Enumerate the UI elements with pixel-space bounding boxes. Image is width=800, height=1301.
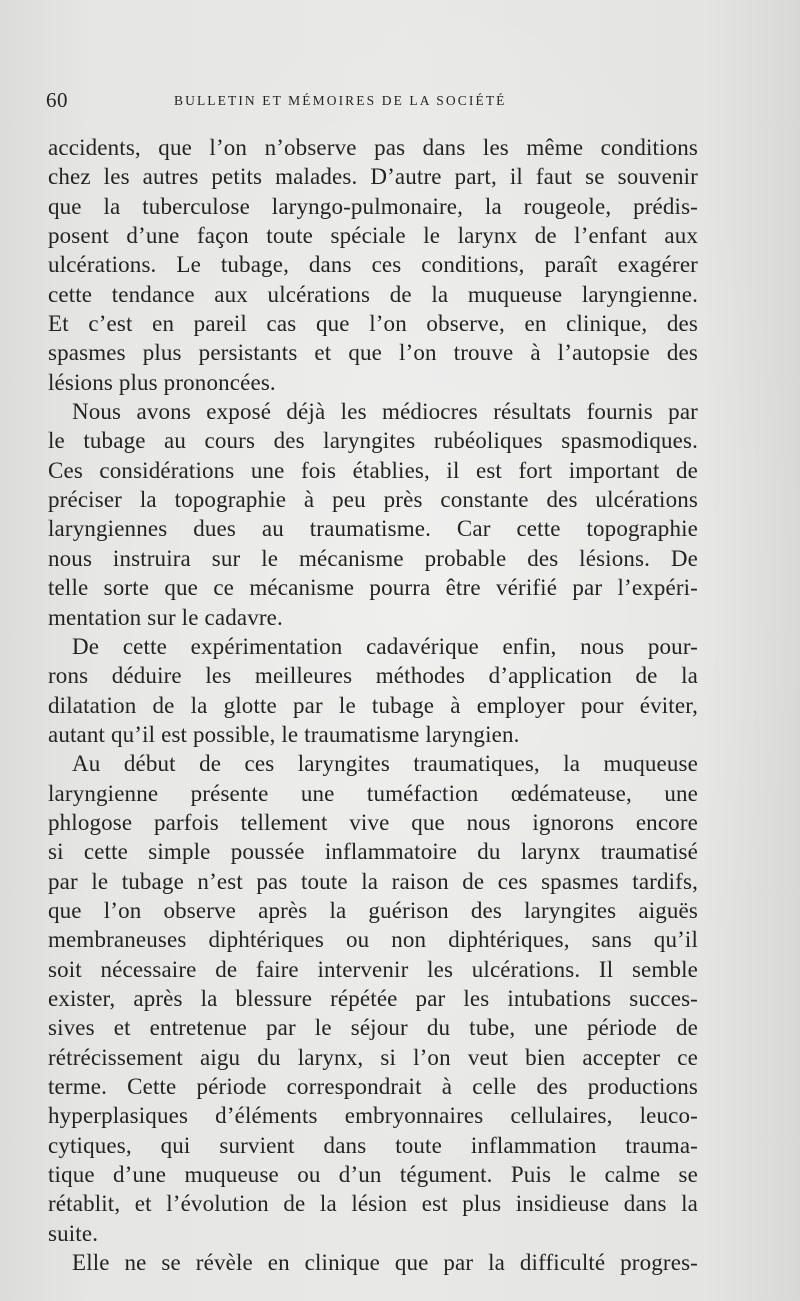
text-line: par le tubage n’est pas toute la raison de ces spasmes tardifs,	[48, 868, 698, 894]
text-line: tique d’une muqueuse ou d’un tégument. Puis le calme se	[48, 1162, 698, 1188]
text-line: que l’on observe après la guérison des laryngites aiguës	[48, 897, 698, 923]
text-line: que la tuberculose laryngo-pulmonaire, la rougeole, prédis-	[48, 193, 698, 219]
text-line: De cette expérimentation cadavérique enfin, nous pour-	[72, 633, 698, 659]
paragraph-4	[48, 749, 698, 1248]
text-line: posent d’une façon toute spéciale le larynx de l’enfant aux	[48, 223, 698, 249]
text-line: lésions plus prononcées.	[48, 369, 276, 395]
text-line: laryngiennes dues au traumatisme. Car cette topographie	[48, 516, 698, 542]
text-line: Et c’est en pareil cas que l’on observe, en clinique, des	[48, 311, 698, 337]
text-line: ulcérations. Le tubage, dans ces conditions, paraît exagérer	[48, 252, 698, 278]
text-line: Ces considérations une fois établies, il est fort important de	[48, 457, 698, 483]
paragraph-1	[48, 133, 698, 397]
text-line: exister, après la blessure répétée par les intubations succes-	[48, 985, 698, 1011]
text-line: nous instruira sur le mécanisme probable des lésions. De	[48, 545, 698, 571]
text-line: préciser la topographie à peu près constante des ulcérations	[48, 487, 698, 513]
text-line: sives et entretenue par le séjour du tube, une période de	[48, 1015, 698, 1041]
page-number: 60	[46, 88, 68, 112]
text-line: rétablit, et l’évolution de la lésion est plus insidieuse dans la	[48, 1191, 698, 1217]
text-line: cytiques, qui survient dans toute inflammation trauma-	[48, 1132, 698, 1158]
text-line: rons déduire les meilleures méthodes d’application de la	[48, 663, 698, 689]
text-line: spasmes plus persistants et que l’on trouve à l’autopsie des	[48, 340, 698, 366]
text-line: chez les autres petits malades. D’autre part, il faut se souvenir	[48, 164, 698, 190]
text-line: suite.	[48, 1220, 99, 1246]
text-line: autant qu’il est possible, le traumatisme laryngien.	[48, 721, 520, 747]
text-line: Nous avons exposé déjà les médiocres résultats fournis par	[72, 399, 698, 425]
text-line: phlogose parfois tellement vive que nous ignorons encore	[48, 809, 698, 835]
running-head: BULLETIN ET MÉMOIRES DE LA SOCIÉTÉ	[174, 93, 507, 108]
text-line: dilatation de la glotte par le tubage à employer pour éviter,	[48, 692, 698, 718]
paragraph-3	[48, 632, 698, 749]
text-line: mentation sur le cadavre.	[48, 604, 283, 630]
text-line: le tubage au cours des laryngites rubéoliques spasmodiques.	[48, 428, 698, 454]
text-line: hyperplasiques d’éléments embryonnaires cellulaires, leuco-	[48, 1103, 698, 1129]
body-text	[48, 133, 698, 1277]
text-line: si cette simple poussée inflammatoire du larynx traumatisé	[48, 839, 698, 865]
text-line: terme. Cette période correspondrait à celle des productions	[48, 1074, 698, 1099]
text-line: rétrécissement aigu du larynx, si l’on veut bien accepter ce	[48, 1044, 698, 1070]
text-line: cette tendance aux ulcérations de la muqueuse laryngienne.	[48, 281, 698, 307]
text-line: soit nécessaire de faire intervenir les ulcérations. Il semble	[48, 956, 698, 982]
text-line: accidents, que l’on n’observe pas dans les même conditions	[48, 135, 698, 160]
text-line: Elle ne se révèle en clinique que par la difficulté progres-	[72, 1250, 698, 1276]
page-header	[46, 88, 696, 116]
paragraph-2	[48, 397, 698, 632]
paragraph-5	[48, 1248, 698, 1277]
text-line: membraneuses diphtériques ou non diphtériques, sans qu’il	[48, 927, 698, 953]
text-line: telle sorte que ce mécanisme pourra être vérifié par l’expéri-	[48, 575, 698, 601]
text-line: laryngienne présente une tuméfaction œdémateuse, une	[48, 780, 698, 806]
text-line: Au début de ces laryngites traumatiques, la muqueuse	[72, 751, 698, 777]
